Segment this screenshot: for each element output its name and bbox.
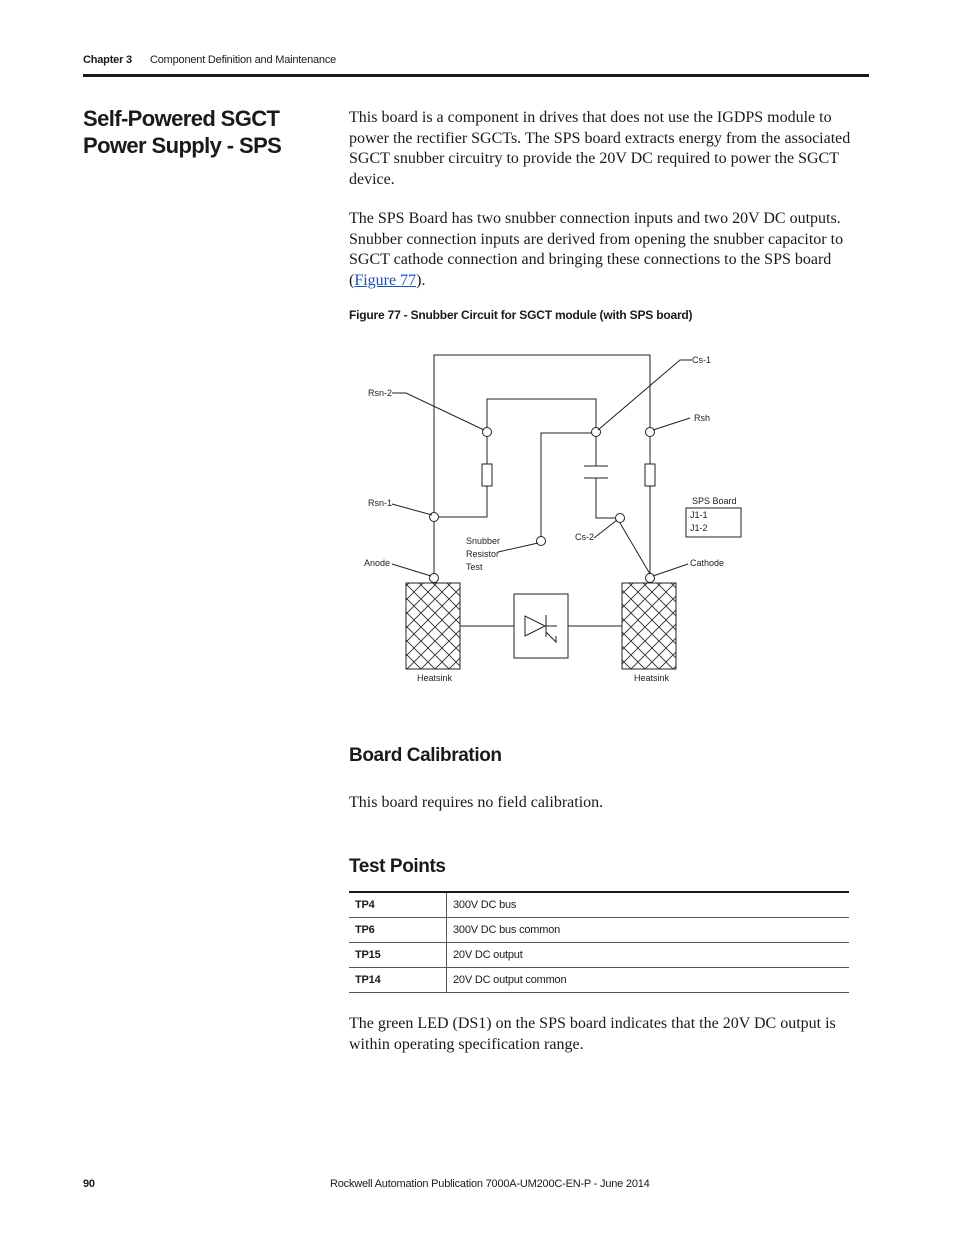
leader-snubber	[498, 543, 538, 552]
label-rsn2: Rsn-2	[368, 388, 393, 398]
leader-cathode	[653, 564, 688, 576]
section-title: Self-Powered SGCT Power Supply - SPS	[83, 106, 282, 158]
label-snubber-1: Snubber	[466, 536, 501, 546]
terminal-snubber-test	[537, 537, 546, 546]
leader-cs1	[598, 360, 692, 430]
test-points-heading: Test Points	[349, 856, 446, 877]
page-number: 90	[83, 1178, 95, 1190]
leader-rsh	[653, 418, 690, 430]
label-snubber-2: Resistor	[466, 549, 500, 559]
leader-anode	[392, 564, 431, 576]
para2-text-before: The SPS Board has two snubber connection inputs and two 20V DC outputs. Snubber connection inputs are derived from opening the snubber capacitor to SGCT cathode connection and bringing these connections to the SPS board (	[349, 210, 844, 289]
table-row	[349, 968, 849, 993]
label-heatsink-left: Heatsink	[417, 673, 453, 683]
leader-rsn2	[392, 393, 484, 430]
terminal-rsn1	[430, 513, 439, 522]
label-heatsink-right: Heatsink	[634, 673, 670, 683]
table-row	[349, 943, 849, 968]
publication-info: Rockwell Automation Publication 7000A-UM200C-EN-P - June 2014	[330, 1178, 650, 1190]
terminal-cathode	[646, 574, 655, 583]
calibration-text: This board requires no field calibration.	[349, 794, 604, 811]
sgct-diode-symbol	[525, 616, 545, 636]
para2-text-after: ).	[416, 271, 426, 289]
test-point-description: 300V DC bus common	[453, 924, 561, 936]
chapter-title: Component Definition and Maintenance	[150, 54, 337, 66]
label-j1-2: J1-2	[690, 523, 708, 533]
closing-paragraph: The green LED (DS1) on the SPS board indicates that the 20V DC output is within operating specification range.	[349, 1015, 836, 1053]
table-row	[349, 918, 849, 943]
leader-cs2	[594, 520, 617, 538]
label-snubber-3: Test	[466, 562, 483, 572]
figure-caption: Figure 77 - Snubber Circuit for SGCT module (with SPS board)	[349, 308, 693, 322]
label-rsh: Rsh	[694, 413, 711, 423]
heatsink-left	[406, 583, 460, 669]
header-rule	[83, 74, 869, 77]
terminal-cs2	[616, 514, 625, 523]
label-sps-board: SPS Board	[692, 496, 737, 506]
intro-paragraph-1: This board is a component in drives that does not use the IGDPS module to power the rectifier SGCTs. The SPS board extracts energy from the associated SGCT snubber circuitry to provide the 20V DC required to power the SGCT device.	[349, 109, 851, 188]
label-cathode: Cathode	[690, 558, 725, 568]
test-point-id: TP4	[349, 893, 447, 917]
terminal-rsn2	[483, 428, 492, 437]
table-row	[349, 893, 849, 918]
snubber-circuit-diagram	[330, 340, 770, 700]
chapter-label: Chapter 3	[83, 54, 132, 66]
heatsink-right	[622, 583, 676, 669]
calibration-heading: Board Calibration	[349, 745, 502, 766]
label-j1-1: J1-1	[690, 510, 708, 520]
label-rsn1: Rsn-1	[368, 498, 393, 508]
test-point-description: 20V DC output common	[453, 974, 567, 986]
intro-paragraph-2	[349, 209, 859, 291]
test-point-id: TP6	[349, 918, 447, 942]
leader-rsn1	[392, 504, 432, 515]
terminal-anode	[430, 574, 439, 583]
test-points-table	[349, 891, 849, 993]
label-anode: Anode	[364, 558, 391, 568]
test-point-id: TP15	[349, 943, 447, 967]
label-cs2: Cs-2	[575, 532, 595, 542]
label-cs1: Cs-1	[692, 355, 712, 365]
inner-wire	[487, 399, 596, 428]
terminal-rsh	[646, 428, 655, 437]
test-point-description: 20V DC output	[453, 949, 523, 961]
resistor-rsh	[645, 464, 655, 486]
test-point-id: TP14	[349, 968, 447, 992]
test-point-description: 300V DC bus	[453, 899, 517, 911]
resistor-rsn	[482, 464, 492, 486]
figure-77-link[interactable]: Figure 77	[354, 271, 417, 289]
